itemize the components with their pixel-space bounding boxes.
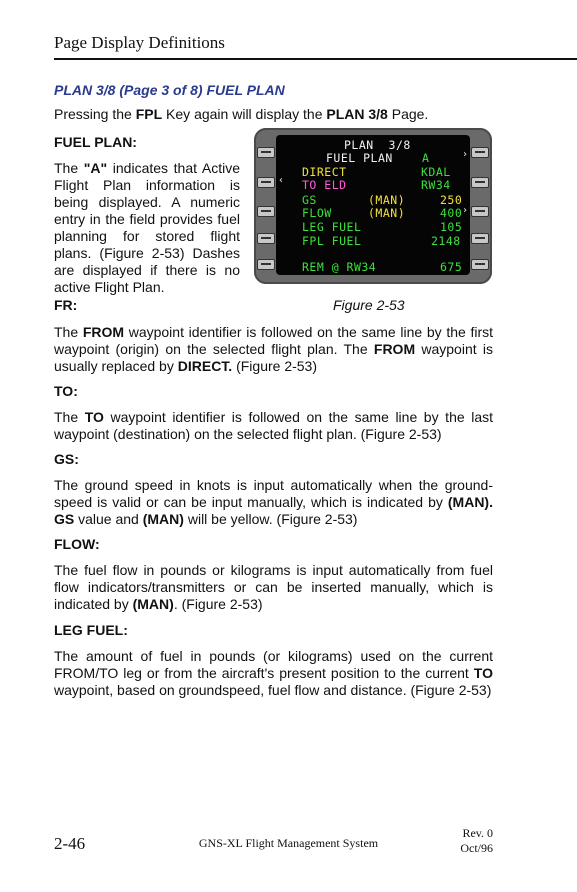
line-select-key-left-3[interactable]: [257, 206, 275, 217]
leg-fuel-paragraph: The amount of fuel in pounds (or kilograms) used on the current FROM/TO leg or from the aircraft's present position to the current TO waypoint, based on groundspeed, fuel flow and distance. (Figure 2-53): [54, 648, 493, 698]
line-select-key-right-2[interactable]: [471, 177, 489, 188]
figure-caption: Figure 2-53: [333, 297, 405, 313]
right-arrow-icon: ›: [462, 149, 469, 160]
footer-revision-number: Rev. 0: [462, 826, 493, 840]
line-select-key-right-4[interactable]: [471, 233, 489, 244]
cdu-display: [254, 128, 492, 284]
left-arrow-icon: ‹: [278, 175, 285, 186]
fuel-plan-paragraph: The "A" indicates that Active Flight Plan information is being displayed. A numeric entry in the field provides fuel planning for stored flight plans. (Figure 2-53) Dashes are displayed if there is no active Flight Plan.: [54, 160, 240, 295]
line-select-key-right-5[interactable]: [471, 259, 489, 270]
cdu-fpl-fuel-label: FPL FUEL: [302, 234, 362, 248]
cdu-gs-label: GS: [302, 193, 317, 207]
flow-heading: FLOW:: [54, 536, 100, 552]
cdu-flow-mode: (MAN): [368, 206, 406, 220]
cdu-from-label: DIRECT: [302, 165, 347, 179]
line-select-key-left-4[interactable]: [257, 233, 275, 244]
cdu-page-subtitle: FUEL PLAN: [326, 151, 393, 165]
cdu-page-title: PLAN 3/8: [344, 138, 411, 152]
cdu-to-value: RW34: [421, 178, 451, 192]
fuel-plan-heading: FUEL PLAN:: [54, 134, 137, 150]
cdu-rem-label: REM @ RW34: [302, 260, 377, 274]
cdu-from-value: KDAL: [421, 165, 451, 179]
cdu-active-flag: A: [422, 151, 430, 165]
footer-page-number: 2-46: [54, 834, 86, 853]
cdu-gs-value: 250: [440, 193, 463, 207]
cdu-screen: [276, 135, 470, 275]
leg-fuel-heading: LEG FUEL:: [54, 622, 128, 638]
line-select-key-left-2[interactable]: [257, 177, 275, 188]
fr-heading: FR:: [54, 297, 78, 313]
cdu-to-label: TO ELD: [302, 178, 347, 192]
section-title: PLAN 3/8 (Page 3 of 8) FUEL PLAN: [54, 82, 285, 98]
footer-revision: [440, 826, 493, 856]
cdu-rem-value: 675: [440, 260, 463, 274]
cdu-fpl-fuel-value: 2148: [431, 234, 461, 248]
to-paragraph: The TO waypoint identifier is followed on the same line by the last waypoint (destination) on the selected flight plan. (Figure 2-53): [54, 409, 493, 442]
right-arrow-icon: ›: [462, 205, 469, 216]
intro-paragraph: Pressing the FPL Key again will display the PLAN 3/8 Page.: [54, 106, 429, 122]
flow-paragraph: The fuel flow in pounds or kilograms is input automatically from fuel flow indicators/transmitters or can be inserted manually, which is indicated by (MAN). (Figure 2-53): [54, 562, 493, 612]
to-heading: TO:: [54, 383, 78, 399]
gs-paragraph: The ground speed in knots is input automatically when the ground-speed is valid or can be input manually, which is indicated by (MAN). GS value and (MAN) will be yellow. (Figure 2-53): [54, 477, 493, 527]
footer-document-title: GNS-XL Flight Management System: [198, 836, 379, 850]
line-select-key-right-1[interactable]: [471, 147, 489, 158]
footer-revision-date: Oct/96: [460, 841, 493, 855]
cdu-flow-label: FLOW: [302, 206, 332, 220]
line-select-key-right-3[interactable]: [471, 206, 489, 217]
gs-heading: GS:: [54, 451, 79, 467]
line-select-key-left-5[interactable]: [257, 259, 275, 270]
cdu-leg-fuel-label: LEG FUEL: [302, 220, 362, 234]
header-rule: [54, 58, 577, 60]
page-header-title: Page Display Definitions: [54, 33, 225, 52]
cdu-leg-fuel-value: 105: [440, 220, 463, 234]
fr-paragraph: The FROM waypoint identifier is followed on the same line by the first waypoint (origin) on the selected flight plan. The FROM waypoint is usually replaced by DIRECT. (Figure 2-53): [54, 324, 494, 374]
line-select-key-left-1[interactable]: [257, 147, 275, 158]
cdu-flow-value: 400: [440, 206, 463, 220]
cdu-gs-mode: (MAN): [368, 193, 406, 207]
